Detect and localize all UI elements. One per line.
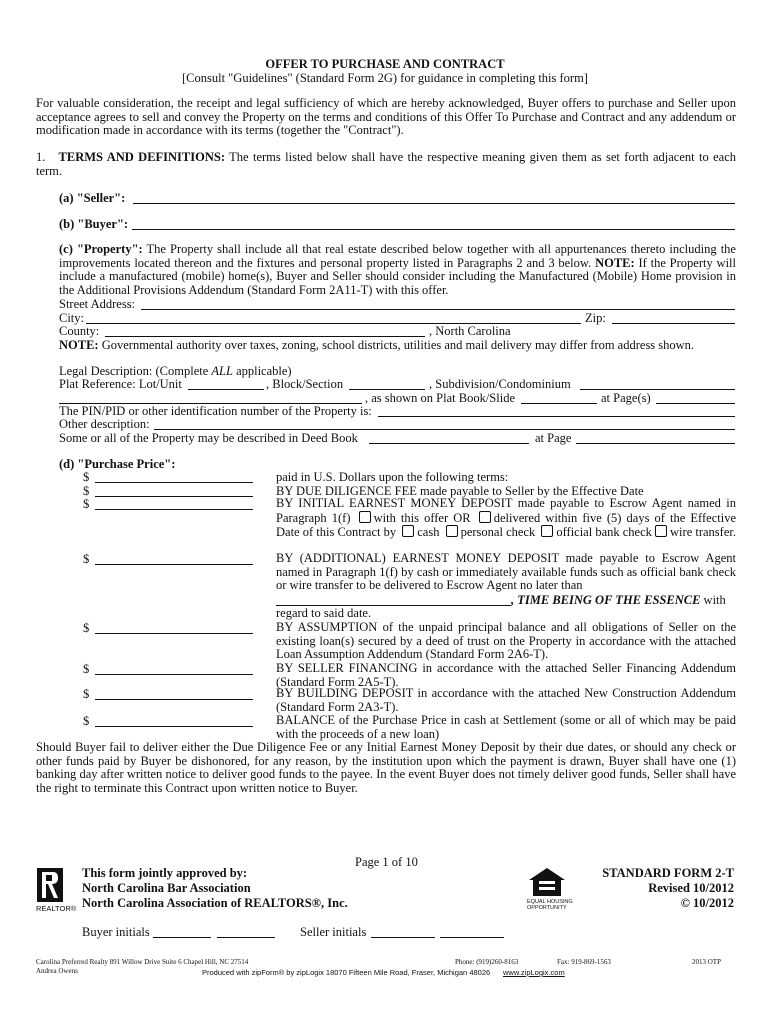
buyer-field[interactable] bbox=[132, 217, 735, 230]
other-description-field[interactable] bbox=[154, 417, 735, 430]
property-paragraph bbox=[59, 243, 736, 297]
seller-field[interactable] bbox=[133, 191, 735, 204]
due-diligence-text: BY DUE DILIGENCE FEE made payable to Seller by the Effective Date bbox=[276, 484, 644, 498]
cash-checkbox[interactable] bbox=[402, 525, 414, 537]
building-deposit-text: BY BUILDING DEPOSIT in accordance with the attached New Construction Addendum (Standard Form 2A3-T). bbox=[276, 686, 736, 714]
buyer-initials-field-1[interactable] bbox=[153, 925, 211, 938]
legal-heading-c: applicable) bbox=[236, 364, 292, 378]
dollar-sign: $ bbox=[83, 470, 90, 484]
subdivision-label: , Subdivision/Condominium bbox=[429, 377, 571, 391]
wire-transfer-checkbox[interactable] bbox=[655, 525, 667, 537]
property-note-label: NOTE: bbox=[595, 255, 635, 270]
regard-text: regard to said date. bbox=[276, 606, 372, 620]
section-text: The terms listed below shall have the respective meaning given them as set forth adjacent to each term. bbox=[36, 150, 737, 178]
dollar-sign: $ bbox=[83, 621, 90, 635]
seller-label: (a) "Seller": bbox=[59, 191, 126, 205]
section-1 bbox=[36, 151, 736, 178]
dollar-sign: $ bbox=[83, 687, 90, 701]
wire-transfer-label: wire transfer. bbox=[670, 525, 736, 539]
plat-book-label: , as shown on Plat Book/Slide bbox=[365, 391, 516, 405]
buyer-label: (b) "Buyer": bbox=[59, 217, 129, 231]
approved-by: This form jointly approved by: bbox=[82, 866, 248, 880]
city-field[interactable] bbox=[86, 311, 581, 324]
pages-field[interactable] bbox=[656, 391, 735, 404]
page-number: Page 1 of 10 bbox=[355, 855, 418, 869]
block-field[interactable] bbox=[349, 377, 425, 390]
additional-deposit-text: BY (ADDITIONAL) EARNEST MONEY DEPOSIT made payable to Escrow Agent named in Paragraph 1(f) by cash or immediately available funds such as official bank check or wire transfer to be delivered to Escrow Agent no later than bbox=[276, 551, 736, 592]
with-offer-label: with this offer OR bbox=[373, 510, 471, 525]
lot-field[interactable] bbox=[188, 377, 264, 390]
ziplogix-link[interactable]: www.zipLogix.com bbox=[503, 968, 565, 977]
zip-field[interactable] bbox=[612, 311, 735, 324]
assumption-field[interactable] bbox=[95, 621, 253, 634]
realtor-mark: REALTOR® bbox=[36, 904, 77, 913]
building-deposit-field[interactable] bbox=[95, 687, 253, 700]
block-label: , Block/Section bbox=[266, 377, 344, 391]
balance-text: BALANCE of the Purchase Price in cash at Settlement (some or all of which may be paid with the proceeds of a new loan) bbox=[276, 713, 736, 741]
pin-label: The PIN/PID or other identification number of the Property is: bbox=[59, 404, 372, 418]
property-note-2 bbox=[59, 338, 694, 352]
section-heading: TERMS AND DEFINITIONS: bbox=[58, 150, 225, 164]
time-essence-label: , TIME BEING OF THE ESSENCE bbox=[511, 593, 701, 607]
dollar-sign: $ bbox=[83, 552, 90, 566]
seller-initials-field-1[interactable] bbox=[371, 925, 435, 938]
form-revised: Revised 10/2012 bbox=[648, 881, 734, 895]
personal-check-label: personal check bbox=[460, 525, 536, 539]
seller-initials-label: Seller initials bbox=[300, 925, 367, 939]
seller-financing-field[interactable] bbox=[95, 662, 253, 675]
dollar-sign: $ bbox=[83, 484, 90, 498]
eho-line-1: EQUAL HOUSING bbox=[527, 899, 573, 905]
form-subtitle: [Consult "Guidelines" (Standard Form 2G) for guidance in completing this form] bbox=[182, 71, 588, 85]
fax-info: Fax: 919-869-1563 bbox=[557, 958, 611, 966]
county-field[interactable] bbox=[105, 324, 425, 337]
dollar-sign: $ bbox=[83, 662, 90, 676]
eho-line-2: OPPORTUNITY bbox=[527, 905, 567, 911]
phone-info: Phone: (919)260-8163 bbox=[455, 958, 519, 966]
legal-heading bbox=[59, 364, 292, 378]
closing-paragraph: Should Buyer fail to deliver either the Due Diligence Fee or any Initial Earnest Money Deposit by their due dates, or should any check or other funds paid by Buyer be dishonored, for any reason, by the institution upon which the payment is drawn, Buyer shall have one (1) banking day after written notice to deliver good funds to the payee. In the event Buyer does not timely deliver good funds, Seller shall have the right to terminate this Contract upon written notice to Buyer. bbox=[36, 740, 736, 795]
assumption-text: BY ASSUMPTION of the unpaid principal balance and all obligations of Seller on the existing loan(s) secured by a deed of trust on the Property in accordance with the attached Loan Assumption Addendum (Standard Form 2A6-T). bbox=[276, 620, 736, 661]
property-label: (c) "Property": bbox=[59, 242, 143, 256]
intro-paragraph: For valuable consideration, the receipt and legal sufficiency of which are hereby acknowledged, Buyer offers to purchase and Seller upon acceptance agrees to sell and convey the Property on the terms and conditions of this Offer To Purchase and Contract and any addendum or modification made in accordance with its terms (together the "Contract"). bbox=[36, 96, 736, 137]
purchase-price-label: (d) "Purchase Price": bbox=[59, 457, 176, 471]
personal-check-checkbox[interactable] bbox=[446, 525, 458, 537]
section-number: 1. bbox=[36, 150, 46, 164]
state-label: , North Carolina bbox=[429, 324, 511, 338]
street-field[interactable] bbox=[141, 297, 735, 310]
bank-check-checkbox[interactable] bbox=[541, 525, 553, 537]
purchase-price-field[interactable] bbox=[95, 470, 253, 483]
produced-by: Produced with zipForm® by zipLogix 18070 Fifteen Mile Road, Fraser, Michigan 48026 bbox=[202, 968, 491, 977]
form-title: OFFER TO PURCHASE AND CONTRACT bbox=[265, 57, 505, 71]
dollar-sign: $ bbox=[83, 714, 90, 728]
delivered-checkbox[interactable] bbox=[479, 511, 491, 523]
time-essence-text bbox=[511, 593, 726, 607]
street-label: Street Address: bbox=[59, 297, 136, 311]
bar-association: North Carolina Bar Association bbox=[82, 881, 251, 895]
due-diligence-fee-field[interactable] bbox=[95, 484, 253, 497]
seller-initials-field-2[interactable] bbox=[440, 925, 504, 938]
buyer-initials-label: Buyer initials bbox=[82, 925, 150, 939]
buyer-initials-field-2[interactable] bbox=[217, 925, 275, 938]
plat-label: Plat Reference: Lot/Unit bbox=[59, 377, 182, 391]
pages-label: at Page(s) bbox=[601, 391, 651, 405]
initial-deposit-field[interactable] bbox=[95, 497, 253, 510]
price-paid-text: paid in U.S. Dollars upon the following terms: bbox=[276, 470, 509, 484]
with-label: with bbox=[703, 593, 726, 607]
city-label: City: bbox=[59, 311, 85, 325]
form-number: STANDARD FORM 2-T bbox=[602, 866, 734, 880]
form-copyright: © 10/2012 bbox=[680, 896, 734, 910]
initial-deposit-text bbox=[276, 497, 736, 540]
deed-book-label: Some or all of the Property may be described in Deed Book bbox=[59, 431, 358, 445]
otp-label: 2013 OTP bbox=[692, 958, 721, 966]
legal-heading-a: Legal Description: (Complete bbox=[59, 364, 209, 378]
county-label: County: bbox=[59, 324, 100, 338]
cash-label: cash bbox=[417, 525, 440, 539]
legal-heading-all: ALL bbox=[211, 364, 233, 378]
deed-book-field[interactable] bbox=[369, 431, 529, 444]
subdivision-field[interactable] bbox=[580, 377, 735, 390]
agency-info: Carolina Preferred Realty 891 Willow Drive Suite 6 Chapel Hill, NC 27514 bbox=[36, 958, 249, 966]
realtor-logo bbox=[36, 867, 77, 913]
dollar-sign: $ bbox=[83, 497, 90, 511]
deed-page-field[interactable] bbox=[576, 431, 735, 444]
delivered-label: delivered within five (5) days of the Effective Date of this Contract by bbox=[276, 510, 736, 539]
realtors-association: North Carolina Association of REALTORS®, Inc. bbox=[82, 896, 348, 910]
zip-label: Zip: bbox=[585, 311, 606, 325]
property-note-text: If the Property will include a manufactured (mobile) home(s), Buyer and Seller should consider including the Manufactured (Mobile) Home provision in the Additional Provisions Addendum (Standard Form 2A11-T) with this offer. bbox=[59, 255, 736, 297]
additional-deposit-date-field[interactable] bbox=[276, 593, 511, 606]
note2-label: NOTE: bbox=[59, 338, 99, 352]
agent-name: Andrea Owens bbox=[36, 967, 78, 975]
note2-text: Governmental authority over taxes, zoning, school districts, utilities and mail delivery may differ from address shown. bbox=[101, 338, 695, 352]
initial-deposit-desc: BY INITIAL EARNEST MONEY DEPOSIT made payable to Escrow Agent named in Paragraph 1(f) bbox=[276, 496, 736, 525]
property-text: The Property shall include all that real estate described below together with all appurtenances thereto including the improvements located thereon and the fixtures and personal property listed in Paragraphs 2 and 3 below. bbox=[59, 242, 736, 270]
pin-field[interactable] bbox=[378, 404, 735, 417]
additional-deposit-field[interactable] bbox=[95, 552, 253, 565]
with-offer-checkbox[interactable] bbox=[359, 511, 371, 523]
seller-financing-text: BY SELLER FINANCING in accordance with the attached Seller Financing Addendum (Standard Form 2A5-T). bbox=[276, 661, 736, 689]
equal-housing-logo bbox=[527, 866, 573, 912]
subdivision-field-2[interactable] bbox=[59, 391, 362, 404]
plat-book-field[interactable] bbox=[521, 391, 597, 404]
balance-field[interactable] bbox=[95, 714, 253, 727]
bank-check-label: official bank check bbox=[556, 525, 652, 539]
other-description-label: Other description: bbox=[59, 417, 150, 431]
deed-page-label: at Page bbox=[535, 431, 572, 445]
equal-housing-icon bbox=[527, 866, 567, 898]
